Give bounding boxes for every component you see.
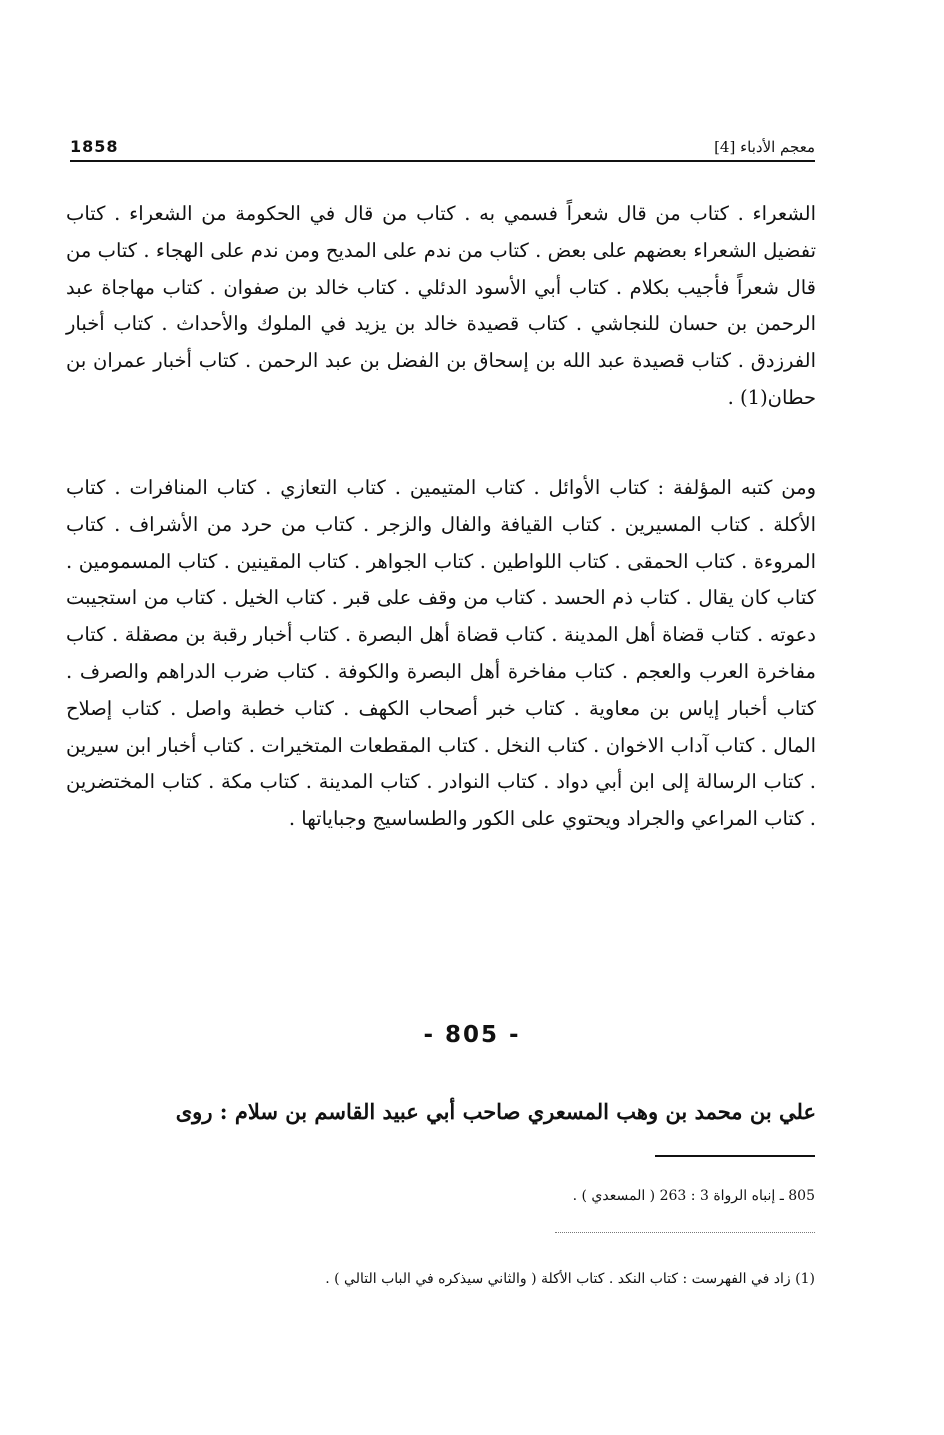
running-header — [70, 128, 815, 156]
header-rule — [70, 160, 815, 162]
footnote-note-1: (1) زاد في الفهرست : كتاب النكد . كتاب الأكلة ( والثاني سيذكره في الباب التالي ) . — [325, 1271, 815, 1287]
entry-heading: علي بن محمد بن وهب المسعري صاحب أبي عبيد القاسم بن سلام : روى — [175, 1099, 816, 1124]
footnote-rule — [655, 1155, 815, 1157]
entry-number: - 805 - — [423, 1022, 521, 1048]
body-paragraph-1: الشعراء . كتاب من قال شعراً فسمي به . كتاب من قال في الحكومة من الشعراء . كتاب تفضيل الشعراء بعضهم على بعض . كتاب من ندم على المديح ومن ندم على الهجاء . كتاب من قال شعراً فأجيب بكلام . كتاب أبي الأسود الدئلي . كتاب خالد بن صفوان . كتاب مهاجاة عبد الرحمن بن حسان للنجاشي . كتاب قصيدة خالد بن يزيد في الملوك والأحداث . كتاب أخبار الفرزدق . كتاب قصيدة عبد الله بن إسحاق بن الفضل بن عبد الرحمن . كتاب أخبار عمران بن حطان(1) . — [66, 202, 816, 409]
footnote-separator — [555, 1232, 815, 1233]
book-title: معجم الأدباء [4] — [714, 138, 815, 156]
page-number: 1858 — [70, 137, 119, 156]
footnote-source: 805 ـ إنباه الرواة 3 : 263 ( المسعدي ) . — [572, 1188, 815, 1204]
body-paragraph-2: ومن كتبه المؤلفة : كتاب الأوائل . كتاب المتيمين . كتاب التعازي . كتاب المنافرات . كتاب الأكلة . كتاب المسيرين . كتاب القيافة والفال والزجر . كتاب من حرد من الأشراف . كتاب المروءة . كتاب الحمقى . كتاب اللواطين . كتاب الجواهر . كتاب المقينين . كتاب المسمومين . كتاب كان يقال . كتاب ذم الحسد . كتاب من وقف على قبر . كتاب الخيل . كتاب من استجيبت دعوته . كتاب قضاة أهل المدينة . كتاب قضاة أهل البصرة . كتاب أخبار رقبة بن مصقلة . كتاب مفاخرة العرب والعجم . كتاب مفاخرة أهل البصرة والكوفة . كتاب ضرب الدراهم والصرف . كتاب أخبار إياس بن معاوية . كتاب خبر أصحاب الكهف . كتاب خطبة واصل . كتاب إصلاح المال . كتاب آداب الاخوان . كتاب النخل . كتاب المقطعات المتخيرات . كتاب أخبار ابن سيرين . كتاب الرسالة إلى ابن أبي دواد . كتاب النوادر . كتاب المدينة . كتاب مكة . كتاب المختضرين . كتاب المراعي والجراد ويحتوي على الكور والطساسيج وجباياتها . — [66, 476, 816, 831]
